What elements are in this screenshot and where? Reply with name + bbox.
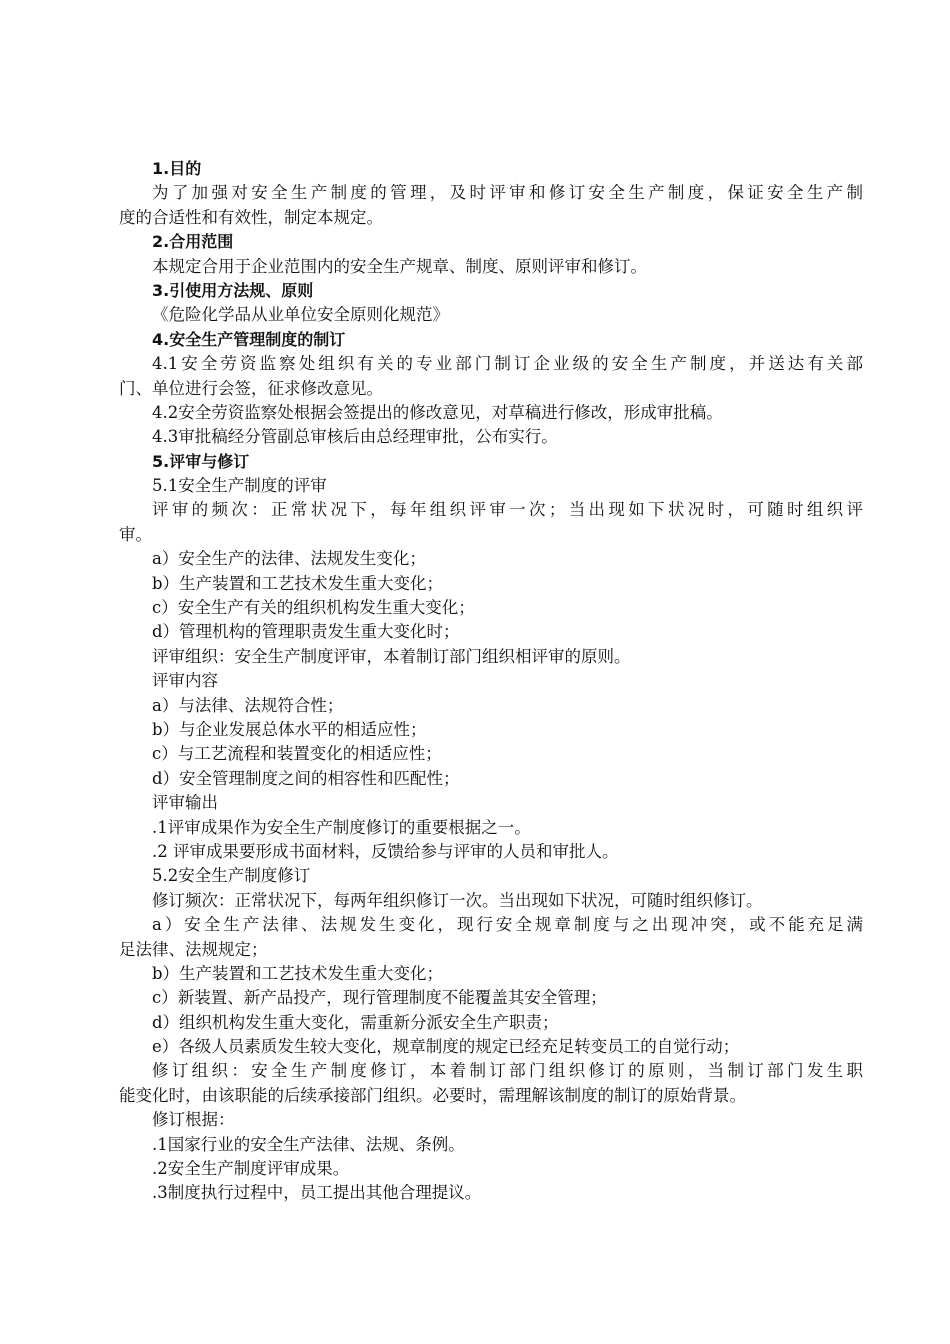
section-heading: 5.评审与修订	[152, 451, 250, 471]
paragraph-line: 4.2安全劳资监察处根据会签提出的修改意见，对草稿进行修改，形成审批稿。	[152, 402, 723, 422]
paragraph-line: 能变化时，由该职能的后续承接部门组织。必要时，需理解该制度的制订的原始背景。	[119, 1085, 746, 1105]
paragraph-line: .2 评审成果要形成书面材料，反馈给参与评审的人员和审批人。	[152, 841, 619, 861]
paragraph-line: a）与法律、法规符合性；	[152, 695, 344, 715]
paragraph-line: 修订根据：	[152, 1110, 235, 1130]
paragraph-line: b）生产装置和工艺技术发生重大变化；	[152, 573, 444, 593]
paragraph-line: 《危险化学品从业单位安全原则化规范》	[152, 305, 449, 325]
paragraph-line: 足法律、法规规定；	[119, 939, 268, 959]
paragraph-line: .1评审成果作为安全生产制度修订的重要根据之一。	[152, 817, 531, 837]
paragraph-line: 评审输出	[152, 793, 218, 813]
paragraph-line: 为了加强对安全生产制度的管理，及时评审和修订安全生产制度，保证安全生产制	[152, 183, 863, 203]
paragraph-line: 4.1安全劳资监察处组织有关的专业部门制订企业级的安全生产制度，并送达有关部	[152, 354, 863, 374]
paragraph-line: 审。	[119, 524, 152, 544]
section-heading: 2.合用范围	[152, 232, 234, 252]
paragraph-line: 度的合适性和有效性，制定本规定。	[119, 207, 383, 227]
paragraph-line: .1国家行业的安全生产法律、法规、条例。	[152, 1134, 465, 1154]
section-heading: 3.引使用方法规、原则	[152, 280, 314, 300]
paragraph-line: b）与企业发展总体水平的相适应性；	[152, 719, 427, 739]
paragraph-line: 4.3审批稿经分管副总审核后由总经理审批，公布实行。	[152, 427, 558, 447]
paragraph-line: 门、单位进行会签，征求修改意见。	[119, 378, 383, 398]
paragraph-line: c）与工艺流程和装置变化的相适应性；	[152, 744, 442, 764]
paragraph-line: 5.2安全生产制度修订	[152, 866, 311, 886]
paragraph-line: 评审组织：安全生产制度评审，本着制订部门组织相评审的原则。	[152, 646, 631, 666]
paragraph-line: 5.1安全生产制度的评审	[152, 476, 327, 496]
paragraph-line: 评审的频次：正常状况下，每年组织评审一次；当出现如下状况时，可随时组织评	[152, 500, 863, 520]
section-heading: 4.安全生产管理制度的制订	[152, 329, 346, 349]
paragraph-line: 评审内容	[152, 671, 218, 691]
paragraph-line: .3制度执行过程中，员工提出其他合理提议。	[152, 1183, 482, 1203]
paragraph-line: d）管理机构的管理职责发生重大变化时；	[152, 622, 460, 642]
paragraph-line: .2安全生产制度评审成果。	[152, 1159, 350, 1179]
section-heading: 1.目的	[152, 159, 202, 178]
document-body	[119, 157, 863, 1206]
paragraph-line: 修订组织：安全生产制度修订，本着制订部门组织修订的原则，当制订部门发生职	[152, 1061, 863, 1081]
paragraph-line: b）生产装置和工艺技术发生重大变化；	[152, 963, 444, 983]
paragraph-line: 本规定合用于企业范围内的安全生产规章、制度、原则评审和修订。	[152, 256, 647, 276]
paragraph-line: e）各级人员素质发生较大变化，规章制度的规定已经充足转变员工的自觉行动；	[152, 1037, 740, 1057]
paragraph-line: c）新装置、新产品投产，现行管理制度不能覆盖其安全管理；	[152, 988, 607, 1008]
paragraph-line: 修订频次：正常状况下，每两年组织修订一次。当出现如下状况，可随时组织修订。	[152, 890, 763, 910]
paragraph-line: c）安全生产有关的组织机构发生重大变化；	[152, 598, 475, 618]
paragraph-line: d）组织机构发生重大变化，需重新分派安全生产职责；	[152, 1012, 559, 1032]
paragraph-line: d）安全管理制度之间的相容性和匹配性；	[152, 768, 460, 788]
paragraph-line: a）安全生产的法律、法规发生变化；	[152, 549, 426, 569]
paragraph-line: a）安全生产法律、法规发生变化，现行安全规章制度与之出现冲突，或不能充足满	[152, 915, 863, 935]
